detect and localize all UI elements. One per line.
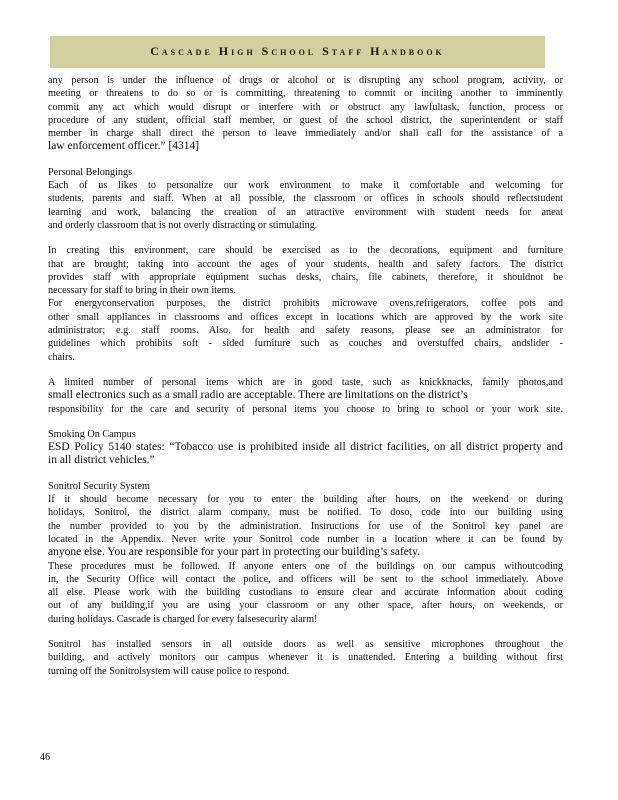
- section-title-sonitrol: Sonitrol Security System: [48, 480, 150, 492]
- text-line: If it should become necessary for you to enter the building after hours, on the weekend or during: [48, 494, 563, 506]
- text-line: law enforcement officer.” [4314]: [48, 140, 200, 153]
- header-band: [50, 36, 545, 68]
- text-line: during holidays. Cascade is charged for every falsesecurity alarm!: [48, 613, 318, 625]
- text-line: commit any act which would disrupt or interfere with or obstruct any lawfultask, function, process or: [48, 101, 563, 113]
- text-line: These procedures must be followed. If anyone enters one of the buildings on our campus withoutcoding: [48, 560, 563, 572]
- text-line: small electronics such as a small radio are acceptable. There are limitations on the district’s: [48, 389, 468, 402]
- smoking-paragraph: [48, 441, 563, 468]
- text-line: and orderly classroom that is not overly distracting or stimulating.: [48, 219, 318, 231]
- sonitrol-paragraph-2: [48, 638, 563, 678]
- text-line: the number provided to you by the administration. Instructions for use of the Sonitrol key panel are: [48, 520, 563, 532]
- page-content: [48, 74, 563, 678]
- text-line: anyone else. You are responsible for your part in protecting our building’s safety.: [48, 546, 420, 559]
- intro-paragraph: [48, 74, 563, 154]
- text-line: ESD Policy 5140 states: “Tobacco use is prohibited inside all district facilities, on all district property and: [48, 441, 563, 454]
- text-line: A limited number of personal items which are in good taste, such as knickknacks, family photos,and: [48, 376, 563, 388]
- text-line: building, and actively monitors our campus whenever it is unattended. Entering a building without first: [48, 652, 563, 664]
- text-line: guidelines which prohibits soft - sided furniture such as couches and overstuffed chairs, andslider -: [48, 338, 563, 350]
- text-line: located in the Appendix. Never write your Sonitrol code number in a location where it can be found by: [48, 533, 563, 545]
- sonitrol-paragraph-1: [48, 493, 563, 626]
- personal-belongings-paragraph-2: [48, 244, 563, 364]
- text-line: necessary for staff to bring in their own items.: [48, 285, 236, 297]
- text-line: holidays, Sonitrol, the district alarm company, must be notified. To doso, code into our building using: [48, 507, 563, 519]
- text-line: students, parents and staff. When at all possible, the classroom or offices in schools should reflectstudent: [48, 193, 563, 205]
- section-title-personal-belongings: Personal Belongings: [48, 166, 133, 178]
- text-line: provides staff with appropriate equipment suchas desks, chairs, file cabinets, therefore, it shouldnot be: [48, 271, 563, 283]
- text-line: procedure of any student, official staff member, or guest of the school district, the superintendent or staff: [48, 114, 563, 126]
- text-line: turning off the Sonitrolsystem will cause police to respond.: [48, 665, 290, 677]
- personal-belongings-paragraph-3: [48, 376, 563, 416]
- text-line: chairs.: [48, 351, 75, 363]
- text-line: Sonitrol has installed sensors in all outside doors as well as sensitive microphones throughout the: [48, 638, 563, 650]
- text-line: meeting or threatens to do so or is committing, threatening to commit or inciting another to imminently: [48, 88, 563, 100]
- text-line: in all district vehicles.”: [48, 454, 155, 467]
- personal-belongings-paragraph-1: [48, 179, 563, 232]
- text-line: In creating this environment, care should be exercised as to the decorations, equipment and furniture: [48, 245, 563, 257]
- page-number: 46: [40, 752, 50, 763]
- text-line: learning and work, balancing the creation of an attractive environment with student needs for aneat: [48, 206, 563, 218]
- text-line: responsibility for the care and security of personal items you choose to bring to school or your work site.: [48, 403, 563, 415]
- text-line: all else. Please work with the building custodians to ensure clear and accurate information about coding: [48, 587, 563, 599]
- text-line: Each of us likes to personalize our work environment to make it comfortable and welcoming for: [48, 180, 563, 192]
- text-line: For energyconservation purposes, the district prohibits microwave ovens,refrigerators, coffee pots and: [48, 298, 563, 310]
- text-line: administrator; e.g. staff rooms. Also, for health and safety reasons, please see an administrator for: [48, 325, 563, 337]
- text-line: member in charge shall direct the person to leave immediately and/or shall call for the assistance of a: [48, 128, 563, 140]
- section-title-smoking: Smoking On Campus: [48, 428, 136, 440]
- text-line: that are brought; taking into account the ages of your students, health and safety factors. The district: [48, 258, 563, 270]
- text-line: in, the Security Office will contact the police, and officers will be sent to the school immediately. Above: [48, 573, 563, 585]
- text-line: out of any building,if you are using your classroom or any other space, after hours, on weekends, or: [48, 600, 563, 612]
- handbook-title: Cascade High School Staff Handbook: [150, 44, 445, 58]
- text-line: any person is under the influence of drugs or alcohol or is disrupting any school program, activity, or: [48, 75, 563, 86]
- text-line: other small appliances in classrooms and offices except in locations which are approved by the work site: [48, 311, 563, 323]
